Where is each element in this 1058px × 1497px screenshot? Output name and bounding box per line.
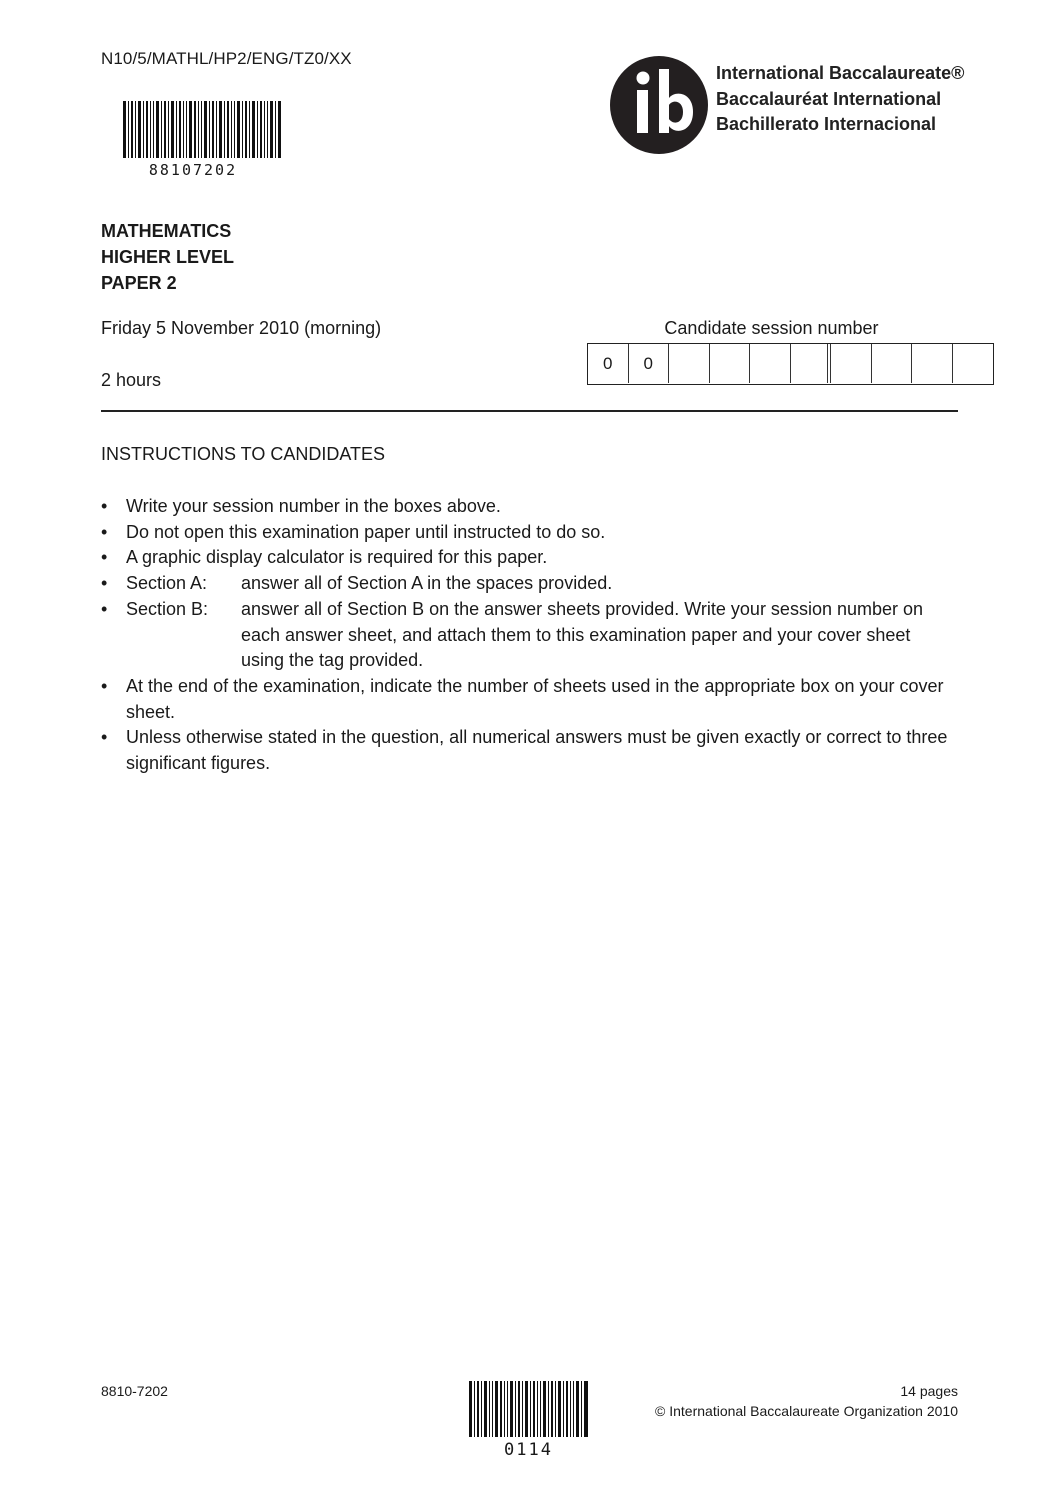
section-a-label: • Section A: <box>126 573 208 594</box>
section-b-label: • Section B: <box>126 598 209 619</box>
instruction-item: • A graphic display calculator is required for this paper. <box>101 545 958 571</box>
paper-code: N10/5/MATHL/HP2/ENG/TZ0/XX <box>101 49 352 68</box>
candidate-session-boxes <box>587 343 994 385</box>
exam-date: Friday 5 November 2010 (morning) <box>101 318 382 338</box>
instruction-item-section-a <box>101 571 958 597</box>
candidate-session-label: Candidate session number <box>664 318 879 338</box>
session-digit-box[interactable] <box>791 344 832 383</box>
session-digit-box[interactable] <box>831 344 872 383</box>
instruction-item: • Unless otherwise stated in the question, all numerical answers must be given exactly or correct to three significant figures. <box>101 725 958 776</box>
instructions-list <box>101 494 958 777</box>
instruction-item: • Do not open this examination paper until instructed to do so. <box>101 520 958 546</box>
session-digit-box[interactable]: 0 <box>588 344 629 383</box>
session-digit-box[interactable] <box>872 344 913 383</box>
org-name-spanish: Bachillerato Internacional <box>716 114 937 134</box>
header-divider <box>101 410 958 412</box>
barcode-bottom <box>469 1381 588 1437</box>
section-b-text: answer all of Section B on the answer sheets provided. Write your session number on each answer sheet, and attach them to this examination paper and your cover sheet using the tag provided. <box>241 598 924 671</box>
exam-paper: PAPER 2 <box>101 273 177 293</box>
footer-right <box>600 1381 958 1421</box>
instructions-title: INSTRUCTIONS TO CANDIDATES <box>101 444 386 464</box>
instruction-item: • At the end of the examination, indicate the number of sheets used in the appropriate box on your cover sheet. <box>101 674 958 725</box>
session-digit-box[interactable] <box>750 344 791 383</box>
exam-subject: MATHEMATICS <box>101 221 232 241</box>
instruction-item-section-b <box>101 597 958 674</box>
exam-duration: 2 hours <box>101 370 162 390</box>
barcode-number-top: 88107202 <box>148 161 238 179</box>
footer-code: 8810-7202 <box>101 1383 168 1399</box>
session-digit-box[interactable] <box>710 344 751 383</box>
page-count: 14 pages <box>900 1383 958 1399</box>
section-a-text: answer all of Section A in the spaces provided. <box>241 573 613 594</box>
session-digit-box[interactable] <box>953 344 994 383</box>
exam-title-block <box>101 218 234 296</box>
exam-level: HIGHER LEVEL <box>101 247 235 267</box>
copyright: © International Baccalaureate Organization 2010 <box>655 1403 958 1419</box>
org-name-french: Baccalauréat International <box>716 88 942 109</box>
barcode-number-bottom: 0114 <box>504 1440 553 1460</box>
org-name-english: International Baccalaureate® <box>716 63 965 83</box>
session-digit-box[interactable]: 0 <box>629 344 670 383</box>
session-digit-box[interactable] <box>912 344 953 383</box>
instruction-item: • Write your session number in the boxes above. <box>101 494 958 520</box>
ib-logo-icon <box>609 55 709 155</box>
barcode-top <box>123 101 281 158</box>
organization-names <box>716 61 964 138</box>
session-digit-box[interactable] <box>669 344 710 383</box>
